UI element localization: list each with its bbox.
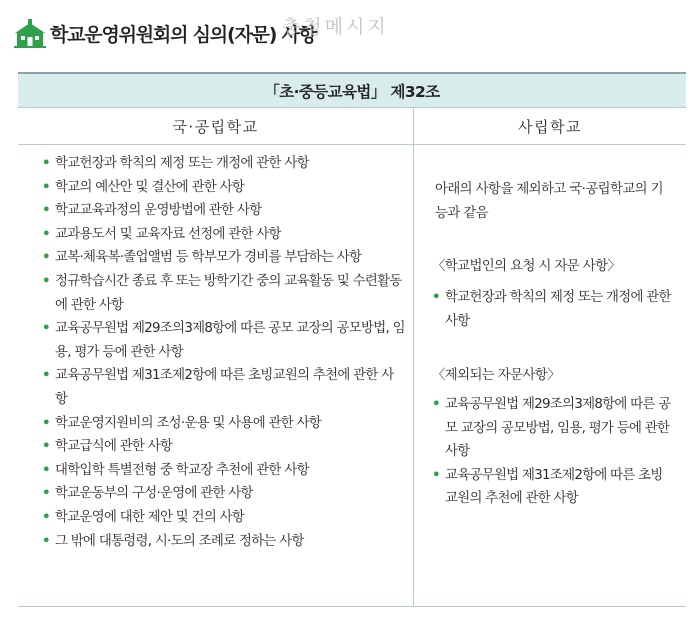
excluded-list bbox=[432, 393, 672, 511]
list-item: • 교육공무원법 제31조제2항에 따른 초빙 교원의 추천에 관한 사항 bbox=[432, 464, 672, 511]
column-header-public: 국·공립학교 bbox=[18, 108, 414, 144]
regulation-table bbox=[18, 72, 686, 610]
list-item: • 학교의 예산안 및 결산에 관한 사항 bbox=[42, 176, 405, 200]
page-title: 학교운영위원회의 심의(자문) 사항 bbox=[50, 23, 316, 46]
list-item: • 교육공무원법 제29조의3제8항에 따른 공모 교장의 공모방법, 임용, 평가 등에 관한 사항 bbox=[432, 393, 672, 464]
list-item: • 교과용도서 및 교육자료 선정에 관한 사항 bbox=[42, 223, 405, 247]
column-header-private: 사립학교 bbox=[518, 117, 582, 136]
watermark: 충청메시지 bbox=[282, 16, 389, 38]
list-item: • 학교헌장과 학칙의 제정 또는 개정에 관한 사항 bbox=[432, 286, 672, 333]
table-body bbox=[18, 145, 686, 607]
list-item: • 교복·체육복·졸업앨범 등 학부모가 경비를 부담하는 사항 bbox=[42, 246, 405, 270]
advisory-subheading: 〈학교법인의 요청 시 자문 사항〉 bbox=[432, 259, 621, 274]
list-item: • 학교헌장과 학칙의 제정 또는 개정에 관한 사항 bbox=[42, 152, 405, 176]
title-bar bbox=[14, 16, 316, 50]
table-header-text: 「초·중등교육법」 제32조 bbox=[264, 82, 440, 101]
excluded-subheading: 〈제외되는 자문사항〉 bbox=[432, 368, 560, 383]
list-item: • 학교운영지원비의 조성·운용 및 사용에 관한 사항 bbox=[42, 412, 405, 436]
public-school-column bbox=[18, 145, 414, 606]
list-item: • 학교교육과정의 운영방법에 관한 사항 bbox=[42, 199, 405, 223]
list-item: • 교육공무원법 제31조제2항에 따른 초빙교원의 추천에 관한 사항 bbox=[42, 364, 405, 411]
list-item: • 정규학습시간 종료 후 또는 방학기간 중의 교육활동 및 수련활동에 관한 사항 bbox=[42, 270, 405, 317]
column-header-row bbox=[18, 108, 686, 145]
list-item: • 학교급식에 관한 사항 bbox=[42, 435, 405, 459]
list-item: • 교육공무원법 제29조의3제8항에 따른 공모 교장의 공모방법, 임용, 평가 등에 관한 사항 bbox=[42, 317, 405, 364]
list-item: • 대학입학 특별전형 중 학교장 추천에 관한 사항 bbox=[42, 459, 405, 483]
advisory-list bbox=[432, 286, 672, 333]
list-item: • 학교운영에 대한 제안 및 건의 사항 bbox=[42, 506, 405, 530]
list-item: • 그 밖에 대통령령, 시·도의 조례로 정하는 사항 bbox=[42, 530, 405, 554]
table-header bbox=[18, 74, 686, 108]
school-building-icon bbox=[14, 18, 46, 48]
public-school-list bbox=[42, 152, 405, 553]
list-item: • 학교운동부의 구성·운영에 관한 사항 bbox=[42, 482, 405, 506]
private-intro-text: 아래의 사항을 제외하고 국·공립학교의 기능과 같음 bbox=[435, 182, 663, 221]
private-school-column bbox=[414, 145, 686, 606]
